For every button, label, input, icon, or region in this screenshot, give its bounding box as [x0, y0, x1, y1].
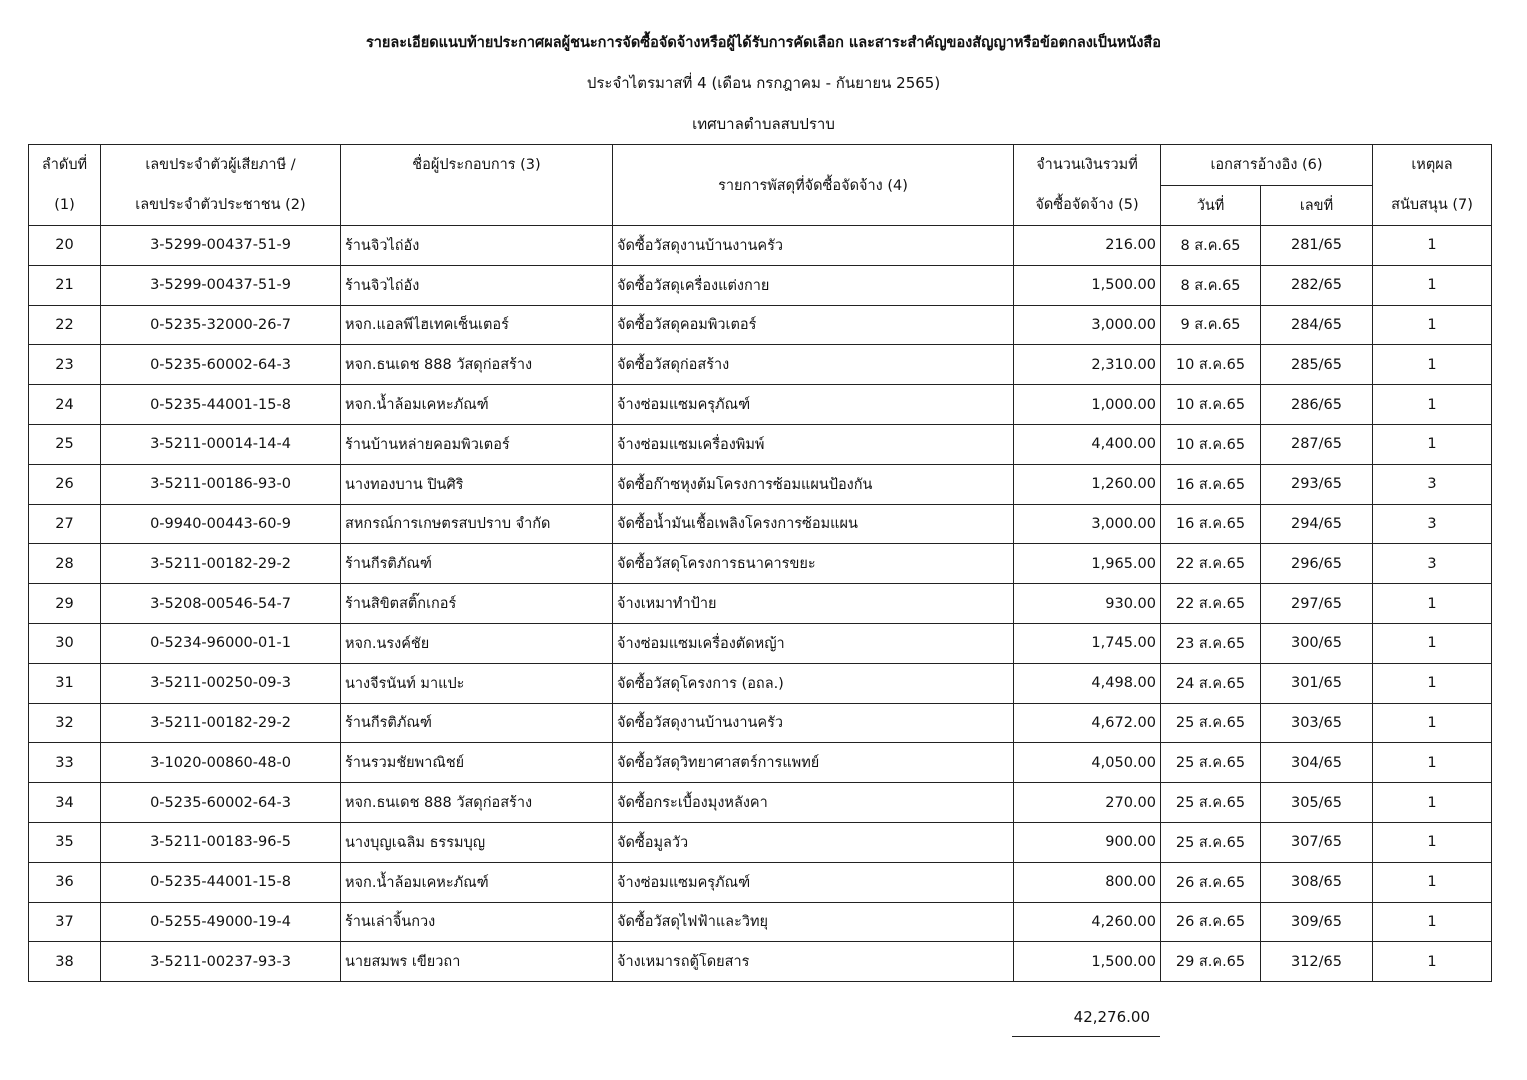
cell-vendor: หจก.ธนเดช 888 วัสดุก่อสร้าง: [341, 783, 613, 823]
cell-ref-no: 303/65: [1261, 703, 1373, 743]
cell-taxid: 3-5211-00014-14-4: [101, 424, 341, 464]
cell-ref-no: 301/65: [1261, 663, 1373, 703]
organization-name: เทศบาลตำบลสบปราบ: [692, 115, 835, 133]
cell-ref-no: 284/65: [1261, 305, 1373, 345]
cell-taxid: 0-5255-49000-19-4: [101, 902, 341, 942]
cell-taxid: 0-5235-44001-15-8: [101, 862, 341, 902]
cell-amount: 1,260.00: [1014, 464, 1161, 504]
cell-ref-no: 309/65: [1261, 902, 1373, 942]
table-body: [29, 226, 1492, 982]
cell-ref-no: 305/65: [1261, 783, 1373, 823]
table-row: [29, 584, 1492, 624]
cell-taxid: 3-5299-00437-51-9: [101, 226, 341, 266]
cell-amount: 1,500.00: [1014, 942, 1161, 982]
total-underline: [1012, 1036, 1160, 1037]
cell-seq: 34: [29, 783, 101, 823]
cell-ref-no: 293/65: [1261, 464, 1373, 504]
cell-reason: 1: [1373, 226, 1492, 266]
cell-seq: 22: [29, 305, 101, 345]
cell-item: จ้างเหมาทำป้าย: [613, 584, 1014, 624]
cell-reason: 1: [1373, 902, 1492, 942]
column-header-seq: [29, 145, 101, 226]
cell-ref-no: 287/65: [1261, 424, 1373, 464]
cell-amount: 800.00: [1014, 862, 1161, 902]
cell-ref-date: 25 ส.ค.65: [1161, 703, 1261, 743]
cell-item: จัดซื้อกระเบื้องมุงหลังคา: [613, 783, 1014, 823]
cell-reason: 1: [1373, 584, 1492, 624]
column-header-amount: [1014, 145, 1161, 226]
cell-ref-date: 16 ส.ค.65: [1161, 464, 1261, 504]
cell-ref-date: 22 ส.ค.65: [1161, 584, 1261, 624]
cell-reason: 1: [1373, 703, 1492, 743]
cell-taxid: 3-5211-00250-09-3: [101, 663, 341, 703]
cell-ref-date: 16 ส.ค.65: [1161, 504, 1261, 544]
cell-item: จัดซื้อวัสดุงานบ้านงานครัว: [613, 226, 1014, 266]
document-title: รายละเอียดแนบท้ายประกาศผลผู้ชนะการจัดซื้อจัดจ้างหรือผู้ได้รับการคัดเลือก และสาระสำคัญของสัญญาหรือข้อตกลงเป็นหนังสือ: [366, 35, 1161, 51]
cell-vendor: ร้านสิขิตสติ๊กเกอร์: [341, 584, 613, 624]
cell-vendor: หจก.นรงค์ชัย: [341, 623, 613, 663]
cell-seq: 31: [29, 663, 101, 703]
cell-ref-date: 25 ส.ค.65: [1161, 783, 1261, 823]
cell-reason: 1: [1373, 305, 1492, 345]
cell-taxid: 0-5235-60002-64-3: [101, 345, 341, 385]
cell-vendor: ร้านเล่าจิ้นกวง: [341, 902, 613, 942]
table-row: [29, 226, 1492, 266]
cell-item: จ้างซ่อมแซมครุภัณฑ์: [613, 862, 1014, 902]
cell-amount: 2,310.00: [1014, 345, 1161, 385]
cell-seq: 26: [29, 464, 101, 504]
cell-seq: 27: [29, 504, 101, 544]
cell-amount: 1,500.00: [1014, 265, 1161, 305]
cell-taxid: 3-5299-00437-51-9: [101, 265, 341, 305]
cell-item: จัดซื้อวัสดุคอมพิวเตอร์: [613, 305, 1014, 345]
cell-ref-no: 282/65: [1261, 265, 1373, 305]
table-row: [29, 464, 1492, 504]
cell-amount: 4,498.00: [1014, 663, 1161, 703]
cell-taxid: 3-5211-00182-29-2: [101, 703, 341, 743]
cell-vendor: นางทองบาน ปินศิริ: [341, 464, 613, 504]
cell-amount: 3,000.00: [1014, 504, 1161, 544]
cell-ref-no: 304/65: [1261, 743, 1373, 783]
cell-taxid: 0-9940-00443-60-9: [101, 504, 341, 544]
cell-seq: 23: [29, 345, 101, 385]
cell-taxid: 3-5211-00237-93-3: [101, 942, 341, 982]
cell-reason: 1: [1373, 862, 1492, 902]
column-header-seq-line1: ลำดับที่: [41, 157, 88, 173]
document-period: ประจำไตรมาสที่ 4 (เดือน กรกฎาคม - กันยายน 2565): [586, 74, 941, 92]
cell-reason: 1: [1373, 623, 1492, 663]
cell-reason: 1: [1373, 424, 1492, 464]
cell-seq: 20: [29, 226, 101, 266]
cell-taxid: 0-5235-44001-15-8: [101, 385, 341, 425]
column-header-amount-line2: จัดซื้อจัดจ้าง (5): [1035, 197, 1139, 213]
cell-reason: 1: [1373, 385, 1492, 425]
cell-ref-date: 8 ส.ค.65: [1161, 226, 1261, 266]
cell-seq: 32: [29, 703, 101, 743]
table-row: [29, 743, 1492, 783]
cell-item: จัดซื้อวัสดุงานบ้านงานครัว: [613, 703, 1014, 743]
cell-amount: 4,672.00: [1014, 703, 1161, 743]
cell-reason: 1: [1373, 783, 1492, 823]
cell-seq: 28: [29, 544, 101, 584]
cell-item: จ้างซ่อมแซมเครื่องพิมพ์: [613, 424, 1014, 464]
cell-vendor: ร้านกีรติภัณฑ์: [341, 703, 613, 743]
cell-vendor: ร้านจิวไถ่อัง: [341, 226, 613, 266]
cell-item: จัดซื้อมูลวัว: [613, 822, 1014, 862]
cell-vendor: ร้านบ้านหล่ายคอมพิวเตอร์: [341, 424, 613, 464]
table-row: [29, 862, 1492, 902]
cell-ref-no: 294/65: [1261, 504, 1373, 544]
column-header-taxid: [101, 145, 341, 226]
cell-item: จัดซื้อน้ำมันเชื้อเพลิงโครงการซ้อมแผน: [613, 504, 1014, 544]
cell-ref-date: 26 ส.ค.65: [1161, 902, 1261, 942]
cell-item: จัดซื้อวัสดุวิทยาศาสตร์การแพทย์: [613, 743, 1014, 783]
table-row: [29, 703, 1492, 743]
cell-seq: 30: [29, 623, 101, 663]
cell-ref-date: 22 ส.ค.65: [1161, 544, 1261, 584]
cell-ref-date: 25 ส.ค.65: [1161, 822, 1261, 862]
table-row: [29, 663, 1492, 703]
cell-taxid: 0-5234-96000-01-1: [101, 623, 341, 663]
column-header-vendor: ชื่อผู้ประกอบการ (3): [341, 145, 613, 226]
column-header-seq-line2: (1): [54, 197, 75, 213]
cell-ref-date: 10 ส.ค.65: [1161, 345, 1261, 385]
cell-reason: 1: [1373, 822, 1492, 862]
cell-ref-date: 9 ส.ค.65: [1161, 305, 1261, 345]
cell-item: จัดซื้อวัสดุเครื่องแต่งกาย: [613, 265, 1014, 305]
cell-item: จัดซื้อวัสดุโครงการธนาคารขยะ: [613, 544, 1014, 584]
table-row: [29, 305, 1492, 345]
cell-amount: 270.00: [1014, 783, 1161, 823]
column-header-ref-no: เลขที่: [1261, 185, 1373, 226]
cell-amount: 4,400.00: [1014, 424, 1161, 464]
cell-amount: 1,000.00: [1014, 385, 1161, 425]
cell-seq: 21: [29, 265, 101, 305]
cell-vendor: สหกรณ์การเกษตรสบปราบ จำกัด: [341, 504, 613, 544]
table-row: [29, 345, 1492, 385]
cell-ref-date: 29 ส.ค.65: [1161, 942, 1261, 982]
cell-item: จ้างเหมารถตู้โดยสาร: [613, 942, 1014, 982]
cell-vendor: ร้านรวมชัยพาณิชย์: [341, 743, 613, 783]
cell-reason: 1: [1373, 345, 1492, 385]
cell-taxid: 0-5235-32000-26-7: [101, 305, 341, 345]
cell-amount: 1,745.00: [1014, 623, 1161, 663]
cell-item: จัดซื้อก๊าซหุงต้มโครงการซ้อมแผนป้องกัน: [613, 464, 1014, 504]
cell-ref-date: 10 ส.ค.65: [1161, 385, 1261, 425]
cell-reason: 1: [1373, 663, 1492, 703]
cell-ref-no: 300/65: [1261, 623, 1373, 663]
cell-vendor: นายสมพร เขียวถา: [341, 942, 613, 982]
column-header-reference-group: เอกสารอ้างอิง (6): [1161, 145, 1373, 186]
cell-amount: 900.00: [1014, 822, 1161, 862]
column-header-item: รายการพัสดุที่จัดซื้อจัดจ้าง (4): [613, 145, 1014, 226]
cell-seq: 37: [29, 902, 101, 942]
column-header-ref-date: วันที่: [1161, 185, 1261, 226]
cell-ref-date: 8 ส.ค.65: [1161, 265, 1261, 305]
cell-ref-no: 297/65: [1261, 584, 1373, 624]
cell-vendor: นางจีรนันท์ มาแปะ: [341, 663, 613, 703]
cell-seq: 24: [29, 385, 101, 425]
cell-ref-date: 10 ส.ค.65: [1161, 424, 1261, 464]
cell-ref-no: 308/65: [1261, 862, 1373, 902]
cell-seq: 36: [29, 862, 101, 902]
column-header-taxid-line2: เลขประจำตัวประชาชน (2): [135, 197, 306, 213]
cell-reason: 3: [1373, 504, 1492, 544]
cell-item: จ้างซ่อมแซมครุภัณฑ์: [613, 385, 1014, 425]
cell-taxid: 3-1020-00860-48-0: [101, 743, 341, 783]
column-header-reason: [1373, 145, 1492, 226]
cell-taxid: 3-5211-00183-96-5: [101, 822, 341, 862]
cell-vendor: หจก.ธนเดช 888 วัสดุก่อสร้าง: [341, 345, 613, 385]
cell-seq: 38: [29, 942, 101, 982]
cell-reason: 1: [1373, 743, 1492, 783]
cell-vendor: หจก.น้ำล้อมเคหะภัณฑ์: [341, 862, 613, 902]
column-header-taxid-line1: เลขประจำตัวผู้เสียภาษี /: [145, 157, 296, 173]
column-header-reason-line2: สนับสนุน (7): [1391, 197, 1473, 213]
cell-seq: 35: [29, 822, 101, 862]
table-row: [29, 385, 1492, 425]
cell-ref-date: 25 ส.ค.65: [1161, 743, 1261, 783]
cell-item: จัดซื้อวัสดุโครงการ (อถล.): [613, 663, 1014, 703]
table-row: [29, 783, 1492, 823]
table-row: [29, 544, 1492, 584]
cell-taxid: 0-5235-60002-64-3: [101, 783, 341, 823]
cell-ref-date: 26 ส.ค.65: [1161, 862, 1261, 902]
table-row: [29, 265, 1492, 305]
cell-ref-no: 312/65: [1261, 942, 1373, 982]
cell-taxid: 3-5211-00186-93-0: [101, 464, 341, 504]
procurement-table: [28, 144, 1492, 982]
cell-vendor: ร้านจิวไถ่อัง: [341, 265, 613, 305]
cell-amount: 3,000.00: [1014, 305, 1161, 345]
cell-amount: 216.00: [1014, 226, 1161, 266]
cell-vendor: หจก.แอลพีไฮเทคเซ็นเตอร์: [341, 305, 613, 345]
column-header-reason-line1: เหตุผล: [1411, 157, 1453, 173]
table-row: [29, 424, 1492, 464]
table-row: [29, 504, 1492, 544]
table-row: [29, 942, 1492, 982]
cell-item: จัดซื้อวัสดุไฟฟ้าและวิทยุ: [613, 902, 1014, 942]
cell-taxid: 3-5208-00546-54-7: [101, 584, 341, 624]
cell-ref-no: 285/65: [1261, 345, 1373, 385]
cell-reason: 1: [1373, 942, 1492, 982]
cell-seq: 29: [29, 584, 101, 624]
cell-ref-no: 286/65: [1261, 385, 1373, 425]
cell-item: จัดซื้อวัสดุก่อสร้าง: [613, 345, 1014, 385]
cell-seq: 25: [29, 424, 101, 464]
cell-taxid: 3-5211-00182-29-2: [101, 544, 341, 584]
cell-vendor: ร้านกีรติภัณฑ์: [341, 544, 613, 584]
cell-ref-no: 296/65: [1261, 544, 1373, 584]
cell-reason: 3: [1373, 544, 1492, 584]
table-row: [29, 902, 1492, 942]
cell-ref-no: 307/65: [1261, 822, 1373, 862]
cell-vendor: นางบุญเฉลิม ธรรมบุญ: [341, 822, 613, 862]
cell-ref-no: 281/65: [1261, 226, 1373, 266]
cell-amount: 4,050.00: [1014, 743, 1161, 783]
cell-item: จ้างซ่อมแซมเครื่องตัดหญ้า: [613, 623, 1014, 663]
grand-total: 42,276.00: [1073, 1008, 1150, 1026]
table-row: [29, 822, 1492, 862]
cell-amount: 930.00: [1014, 584, 1161, 624]
cell-vendor: หจก.น้ำล้อมเคหะภัณฑ์: [341, 385, 613, 425]
cell-seq: 33: [29, 743, 101, 783]
cell-reason: 3: [1373, 464, 1492, 504]
cell-amount: 1,965.00: [1014, 544, 1161, 584]
cell-amount: 4,260.00: [1014, 902, 1161, 942]
column-header-amount-line1: จำนวนเงินรวมที่: [1036, 157, 1138, 173]
cell-reason: 1: [1373, 265, 1492, 305]
cell-ref-date: 23 ส.ค.65: [1161, 623, 1261, 663]
table-row: [29, 623, 1492, 663]
cell-ref-date: 24 ส.ค.65: [1161, 663, 1261, 703]
